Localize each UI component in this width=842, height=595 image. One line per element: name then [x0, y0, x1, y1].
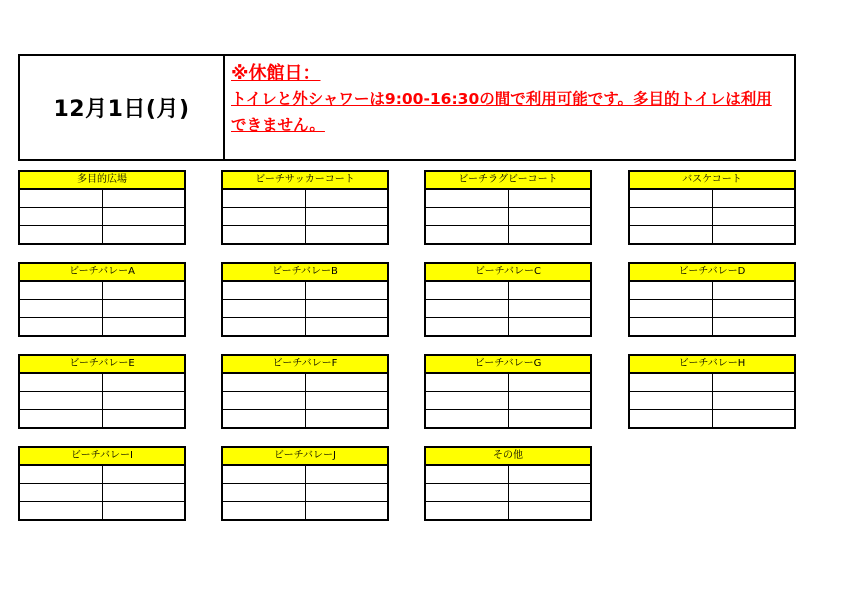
table-cell [426, 208, 509, 225]
venue-table [221, 170, 389, 245]
table-cell [426, 410, 509, 427]
date-label: 12月1日(月) [20, 56, 225, 159]
venue-table [628, 170, 796, 245]
table-row [223, 318, 387, 335]
table-cell [713, 190, 795, 207]
table-row [630, 410, 794, 427]
table-cell [630, 410, 713, 427]
table-cell [713, 374, 795, 391]
table-row [223, 484, 387, 502]
table-cell [426, 502, 509, 519]
venue-table [18, 354, 186, 429]
table-row [630, 300, 794, 318]
table-row [426, 226, 590, 243]
table-cell [426, 466, 509, 483]
table-cell [223, 374, 306, 391]
table-cell [426, 392, 509, 409]
table-row [20, 410, 184, 427]
table-cell [306, 318, 388, 335]
venue-name: ビーチバレーA [20, 264, 184, 282]
table-cell [426, 226, 509, 243]
table-row [630, 282, 794, 300]
table-cell [509, 466, 591, 483]
table-row [630, 374, 794, 392]
table-cell [20, 502, 103, 519]
table-row [223, 374, 387, 392]
table-cell [509, 300, 591, 317]
venue-table [628, 354, 796, 429]
venue-name: バスケコート [630, 172, 794, 190]
table-cell [630, 392, 713, 409]
table-cell [630, 190, 713, 207]
table-cell [306, 226, 388, 243]
table-cell [306, 484, 388, 501]
venue-name: ビーチバレーI [20, 448, 184, 466]
table-cell [103, 502, 185, 519]
table-cell [306, 410, 388, 427]
table-cell [426, 282, 509, 299]
table-cell [630, 374, 713, 391]
table-cell [306, 502, 388, 519]
venue-name: ビーチバレーD [630, 264, 794, 282]
venue-table [221, 446, 389, 521]
table-cell [223, 190, 306, 207]
table-cell [20, 190, 103, 207]
table-cell [20, 484, 103, 501]
table-row [426, 466, 590, 484]
table-cell [223, 300, 306, 317]
table-cell [509, 282, 591, 299]
venue-name: ビーチバレーJ [223, 448, 387, 466]
table-row [20, 208, 184, 226]
table-row [20, 226, 184, 243]
table-row [223, 392, 387, 410]
venue-name: 多目的広場 [20, 172, 184, 190]
table-cell [306, 300, 388, 317]
table-row [223, 190, 387, 208]
table-cell [630, 300, 713, 317]
table-cell [20, 208, 103, 225]
venue-table [424, 170, 592, 245]
table-cell [223, 208, 306, 225]
table-cell [509, 190, 591, 207]
table-cell [426, 300, 509, 317]
table-cell [103, 374, 185, 391]
table-cell [306, 208, 388, 225]
table-cell [223, 466, 306, 483]
table-cell [103, 208, 185, 225]
table-row [20, 502, 184, 519]
table-cell [509, 410, 591, 427]
table-cell [306, 374, 388, 391]
venue-name: ビーチバレーE [20, 356, 184, 374]
table-row [20, 484, 184, 502]
table-cell [20, 466, 103, 483]
table-cell [713, 318, 795, 335]
table-cell [223, 318, 306, 335]
venue-name: ビーチバレーC [426, 264, 590, 282]
table-cell [509, 392, 591, 409]
table-cell [103, 410, 185, 427]
table-cell [509, 318, 591, 335]
schedule-header [18, 54, 796, 161]
table-cell [103, 318, 185, 335]
table-row [426, 374, 590, 392]
table-row [223, 466, 387, 484]
table-cell [20, 374, 103, 391]
table-cell [306, 466, 388, 483]
table-cell [713, 282, 795, 299]
table-row [223, 282, 387, 300]
venue-table [221, 354, 389, 429]
table-cell [426, 484, 509, 501]
venue-table [424, 262, 592, 337]
table-cell [223, 392, 306, 409]
table-row [426, 410, 590, 427]
table-cell [509, 484, 591, 501]
venue-table [424, 354, 592, 429]
table-row [630, 190, 794, 208]
table-cell [20, 392, 103, 409]
table-row [223, 300, 387, 318]
table-cell [103, 226, 185, 243]
table-row [223, 502, 387, 519]
table-row [426, 208, 590, 226]
table-row [20, 318, 184, 335]
table-row [20, 392, 184, 410]
table-row [630, 226, 794, 243]
table-cell [509, 226, 591, 243]
venue-table [221, 262, 389, 337]
table-row [630, 318, 794, 335]
table-row [426, 300, 590, 318]
table-cell [713, 410, 795, 427]
table-row [630, 392, 794, 410]
table-row [426, 392, 590, 410]
table-row [223, 226, 387, 243]
table-row [426, 502, 590, 519]
table-row [20, 374, 184, 392]
table-row [20, 300, 184, 318]
table-cell [509, 374, 591, 391]
table-row [426, 484, 590, 502]
table-cell [306, 392, 388, 409]
table-row [223, 410, 387, 427]
table-cell [713, 226, 795, 243]
table-cell [223, 226, 306, 243]
table-row [426, 190, 590, 208]
venue-table [18, 170, 186, 245]
table-cell [630, 282, 713, 299]
table-cell [306, 190, 388, 207]
table-cell [103, 484, 185, 501]
table-cell [426, 374, 509, 391]
table-cell [103, 282, 185, 299]
table-cell [713, 392, 795, 409]
table-row [20, 466, 184, 484]
table-row [20, 282, 184, 300]
table-cell [630, 318, 713, 335]
table-cell [103, 190, 185, 207]
table-cell [509, 208, 591, 225]
table-cell [630, 226, 713, 243]
table-cell [103, 466, 185, 483]
table-cell [20, 226, 103, 243]
venue-name: ビーチバレーG [426, 356, 590, 374]
table-row [630, 208, 794, 226]
table-cell [20, 300, 103, 317]
table-cell [20, 318, 103, 335]
closure-notice-title: ※休館日： [231, 63, 321, 84]
table-cell [713, 300, 795, 317]
venue-name: ビーチバレーB [223, 264, 387, 282]
table-cell [223, 484, 306, 501]
venue-table [18, 446, 186, 521]
table-cell [223, 410, 306, 427]
table-cell [103, 392, 185, 409]
table-cell [223, 282, 306, 299]
table-cell [630, 208, 713, 225]
venue-table [424, 446, 592, 521]
table-cell [20, 410, 103, 427]
table-cell [103, 300, 185, 317]
table-row [426, 318, 590, 335]
venue-table [628, 262, 796, 337]
venue-name: ビーチバレーF [223, 356, 387, 374]
table-row [223, 208, 387, 226]
venue-name: その他 [426, 448, 590, 466]
table-cell [713, 208, 795, 225]
table-cell [306, 282, 388, 299]
closure-notice-body: トイレと外シャワーは9:00-16:30の間で利用可能です。多目的トイレは利用できません。 [231, 90, 772, 134]
table-cell [426, 190, 509, 207]
table-cell [20, 282, 103, 299]
venue-name: ビーチラグビーコート [426, 172, 590, 190]
venue-name: ビーチサッカーコート [223, 172, 387, 190]
table-row [20, 190, 184, 208]
table-cell [426, 318, 509, 335]
closure-notice [225, 56, 794, 159]
table-row [426, 282, 590, 300]
venue-table [18, 262, 186, 337]
table-cell [509, 502, 591, 519]
venue-name: ビーチバレーH [630, 356, 794, 374]
table-cell [223, 502, 306, 519]
